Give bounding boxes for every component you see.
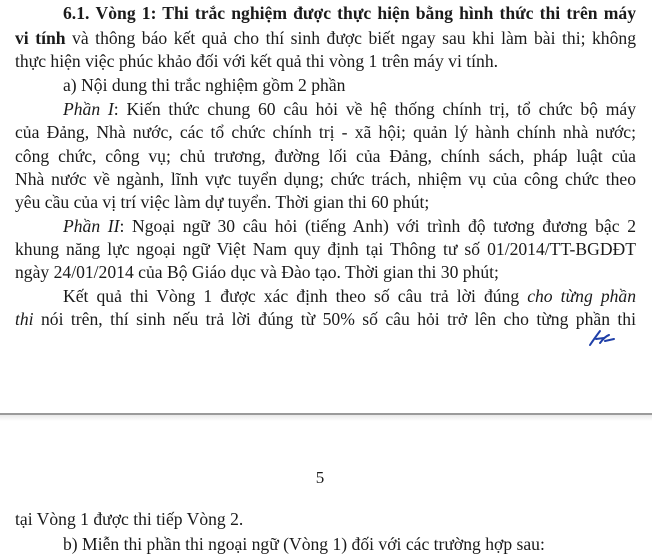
part1-line-3 [15,145,636,167]
part2-line-2 [15,238,636,260]
part2-line-3-text: ngày 24/01/2014 của Bộ Giáo dục và Đào tạo. Thời gian thi 30 phút; [15,262,499,282]
result-line-2-text: nói trên, thí sinh nếu trả lời đúng từ 50% số câu hỏi trở lên cho từng phần thi [33,309,636,329]
result-line-2-italic: thi [15,309,34,329]
part2-line-2-text: khung năng lực ngoại ngữ Việt Nam quy định tại Thông tư số 01/2014/TT-BGDĐT [15,239,636,259]
item-b-text: b) Miễn thi phần thi ngoại ngữ (Vòng 1) đối với các trường hợp sau: [63,534,545,554]
part1-line-1-text: : Kiến thức chung 60 câu hỏi về hệ thống chính trị, tổ chức bộ máy [113,99,636,119]
part1-line-4-text: Nhà nước về ngành, lĩnh vực tuyển dụng; chức trách, nhiệm vụ của công chức theo [15,169,636,189]
next-page-continuation [15,508,243,530]
part2-line-1-text: : Ngoại ngữ 30 câu hỏi (tiếng Anh) với trình độ tương đương bậc 2 [119,216,636,236]
part1-line-2 [15,121,636,143]
part1-line-5 [15,191,429,213]
page-number: 5 [315,468,325,487]
handwritten-initial-icon [587,327,617,349]
section-title: Vòng 1: Thi trắc nghiệm được thực hiện bằng hình thức thi trên máy [95,3,636,23]
result-line-1-text: Kết quả thi Vòng 1 được xác định theo số câu trả lời đúng [63,286,528,306]
continuation-text: tại Vòng 1 được thi tiếp Vòng 2. [15,509,244,529]
part1-line-1 [63,98,636,120]
part1-line-3-text: công chức, công vụ; chủ trương, đường lối của Đảng, chính sách, pháp luật của [15,146,636,166]
section-text-continued: và thông báo kết quả cho thí sinh được biết ngay sau khi làm bài thi; không [65,28,636,48]
part1-line-2-text: của Đảng, Nhà nước, các tổ chức chính trị - xã hội; quản lý hành chính nhà nước; [15,122,636,142]
section-heading-line-1 [63,2,636,24]
item-b [63,533,545,555]
part1-line-4 [15,168,636,190]
result-line-1 [63,285,636,307]
result-line-1-italic: cho từng phần [527,286,637,306]
result-line-2 [15,308,636,330]
section-number: 6.1. [63,3,90,23]
part1-label: Phần I [63,99,114,119]
item-a [63,74,345,96]
section-text-line-3: thực hiện việc phúc khảo đối với kết quả thi vòng 1 trên máy vi tính. [15,51,499,71]
item-a-text: a) Nội dung thi trắc nghiệm gồm 2 phần [63,75,346,95]
part1-line-5-text: yêu cầu của vị trí việc làm dự tuyển. Thời gian thi 60 phút; [15,192,430,212]
page-break-shadow [0,415,652,421]
section-title-continued: vi tính [15,28,66,48]
section-heading-line-3 [15,50,498,72]
part2-line-3 [15,261,499,283]
part2-label: Phần II [63,216,120,236]
section-heading-line-2 [15,27,636,49]
part2-line-1 [63,215,636,237]
